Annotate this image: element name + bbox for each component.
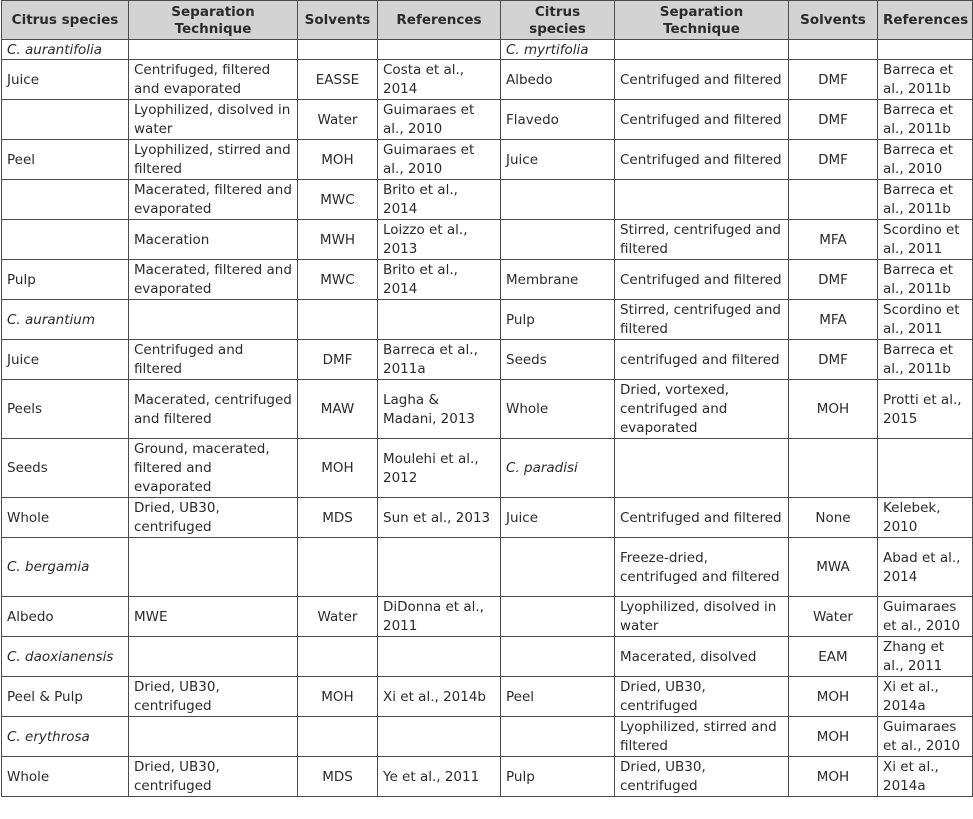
species-cell: Juice xyxy=(501,498,615,538)
species-cell: Seeds xyxy=(2,439,129,498)
solvent-cell: MWH xyxy=(298,220,378,260)
reference-cell: Ye et al., 2011 xyxy=(378,757,501,797)
table-row xyxy=(2,498,973,538)
technique-cell: Dried, UB30, centrifuged xyxy=(615,677,789,717)
species-cell xyxy=(501,717,615,757)
table-row xyxy=(2,40,973,60)
solvent-cell: MOH xyxy=(298,439,378,498)
table-row xyxy=(2,439,973,498)
reference-cell: Sun et al., 2013 xyxy=(378,498,501,538)
reference-cell: Costa et al., 2014 xyxy=(378,60,501,100)
species-cell: Albedo xyxy=(2,597,129,637)
technique-cell xyxy=(615,439,789,498)
reference-cell: Brito et al., 2014 xyxy=(378,180,501,220)
table-row xyxy=(2,260,973,300)
reference-cell: Xi et al., 2014a xyxy=(878,677,973,717)
solvent-cell: DMF xyxy=(789,260,878,300)
solvent-cell xyxy=(789,40,878,60)
species-cell: C. paradisi xyxy=(501,439,615,498)
table-row xyxy=(2,300,973,340)
species-cell: Pulp xyxy=(501,757,615,797)
species-cell xyxy=(2,100,129,140)
solvent-cell xyxy=(298,538,378,597)
species-cell: Peel & Pulp xyxy=(2,677,129,717)
citrus-extraction-table xyxy=(1,0,973,797)
reference-cell xyxy=(378,300,501,340)
solvent-cell: MWA xyxy=(789,538,878,597)
table-row xyxy=(2,180,973,220)
reference-cell: Zhang et al., 2011 xyxy=(878,637,973,677)
solvent-cell: DMF xyxy=(789,60,878,100)
reference-cell: Barreca et al., 2010 xyxy=(878,140,973,180)
species-cell xyxy=(501,220,615,260)
technique-cell: Stirred, centrifuged and filtered xyxy=(615,220,789,260)
solvent-cell: MOH xyxy=(789,757,878,797)
technique-cell: Lyophilized, stirred and filtered xyxy=(129,140,298,180)
technique-cell: Maceration xyxy=(129,220,298,260)
technique-cell: Centrifuged and filtered xyxy=(615,260,789,300)
solvent-cell: EASSE xyxy=(298,60,378,100)
technique-cell: Centrifuged and filtered xyxy=(129,340,298,380)
solvent-cell: MWC xyxy=(298,180,378,220)
header-row xyxy=(2,1,973,40)
species-cell: Membrane xyxy=(501,260,615,300)
technique-cell: Centrifuged, filtered and evaporated xyxy=(129,60,298,100)
technique-cell: Freeze-dried, centrifuged and filtered xyxy=(615,538,789,597)
technique-cell: Centrifuged and filtered xyxy=(615,498,789,538)
technique-cell: Centrifuged and filtered xyxy=(615,140,789,180)
species-cell: C. erythrosa xyxy=(2,717,129,757)
reference-cell: Guimaraes et al., 2010 xyxy=(378,140,501,180)
table-row xyxy=(2,140,973,180)
reference-cell: Barreca et al., 2011a xyxy=(378,340,501,380)
solvent-cell xyxy=(298,637,378,677)
solvent-cell: MOH xyxy=(789,677,878,717)
solvent-cell: MOH xyxy=(789,717,878,757)
species-cell: Pulp xyxy=(2,260,129,300)
species-cell xyxy=(2,220,129,260)
technique-cell: Lyophilized, disolved in water xyxy=(129,100,298,140)
technique-cell: Centrifuged and filtered xyxy=(615,100,789,140)
species-cell: C. daoxianensis xyxy=(2,637,129,677)
species-cell: Peel xyxy=(501,677,615,717)
reference-cell xyxy=(878,40,973,60)
species-cell: Seeds xyxy=(501,340,615,380)
technique-cell xyxy=(615,40,789,60)
technique-cell: Macerated, centrifuged and filtered xyxy=(129,380,298,439)
solvent-cell: Water xyxy=(298,597,378,637)
reference-cell: Scordino et al., 2011 xyxy=(878,300,973,340)
solvent-cell: DMF xyxy=(789,340,878,380)
technique-cell: Centrifuged and filtered xyxy=(615,60,789,100)
technique-cell xyxy=(129,717,298,757)
table-row xyxy=(2,677,973,717)
species-cell: C. aurantium xyxy=(2,300,129,340)
reference-cell: Abad et al., 2014 xyxy=(878,538,973,597)
reference-cell: Barreca et al., 2011b xyxy=(878,260,973,300)
technique-cell: MWE xyxy=(129,597,298,637)
reference-cell: Barreca et al., 2011b xyxy=(878,60,973,100)
reference-cell: DiDonna et al., 2011 xyxy=(378,597,501,637)
reference-cell: Guimaraes et al., 2010 xyxy=(378,100,501,140)
technique-cell xyxy=(129,637,298,677)
solvent-cell: Water xyxy=(298,100,378,140)
header-references: References xyxy=(378,1,501,40)
species-cell xyxy=(2,180,129,220)
table-row xyxy=(2,597,973,637)
solvent-cell: EAM xyxy=(789,637,878,677)
species-cell: C. bergamia xyxy=(2,538,129,597)
technique-cell xyxy=(129,538,298,597)
technique-cell: Macerated, filtered and evaporated xyxy=(129,180,298,220)
species-cell xyxy=(501,637,615,677)
reference-cell: Moulehi et al., 2012 xyxy=(378,439,501,498)
technique-cell xyxy=(129,40,298,60)
reference-cell xyxy=(378,40,501,60)
reference-cell: Xi et al., 2014a xyxy=(878,757,973,797)
solvent-cell: DMF xyxy=(789,100,878,140)
reference-cell: Loizzo et al., 2013 xyxy=(378,220,501,260)
table-row xyxy=(2,220,973,260)
species-cell: Flavedo xyxy=(501,100,615,140)
species-cell: Peel xyxy=(2,140,129,180)
reference-cell: Brito et al., 2014 xyxy=(378,260,501,300)
solvent-cell: MFA xyxy=(789,300,878,340)
reference-cell: Kelebek, 2010 xyxy=(878,498,973,538)
solvent-cell: MWC xyxy=(298,260,378,300)
species-cell: C. myrtifolia xyxy=(501,40,615,60)
technique-cell: Lyophilized, disolved in water xyxy=(615,597,789,637)
table-row xyxy=(2,637,973,677)
technique-cell: Macerated, filtered and evaporated xyxy=(129,260,298,300)
reference-cell xyxy=(378,637,501,677)
technique-cell: Dried, UB30, centrifuged xyxy=(615,757,789,797)
species-cell xyxy=(501,180,615,220)
reference-cell: Barreca et al., 2011b xyxy=(878,340,973,380)
header-solvents: Solvents xyxy=(789,1,878,40)
species-cell: Pulp xyxy=(501,300,615,340)
solvent-cell: MOH xyxy=(789,380,878,439)
solvent-cell: DMF xyxy=(789,140,878,180)
technique-cell: Ground, macerated, filtered and evaporated xyxy=(129,439,298,498)
table-row xyxy=(2,717,973,757)
header-references: References xyxy=(878,1,973,40)
technique-cell: Dried, UB30, centrifuged xyxy=(129,757,298,797)
reference-cell: Lagha & Madani, 2013 xyxy=(378,380,501,439)
species-cell: Whole xyxy=(2,498,129,538)
header-solvents: Solvents xyxy=(298,1,378,40)
technique-cell: Dried, UB30, centrifuged xyxy=(129,677,298,717)
technique-cell: centrifuged and filtered xyxy=(615,340,789,380)
reference-cell xyxy=(378,538,501,597)
species-cell: Whole xyxy=(2,757,129,797)
technique-cell: Dried, vortexed, centrifuged and evaporated xyxy=(615,380,789,439)
solvent-cell xyxy=(298,717,378,757)
reference-cell: Xi et al., 2014b xyxy=(378,677,501,717)
technique-cell: Macerated, disolved xyxy=(615,637,789,677)
species-cell: Juice xyxy=(2,340,129,380)
solvent-cell: DMF xyxy=(298,340,378,380)
table-row xyxy=(2,757,973,797)
species-cell: Whole xyxy=(501,380,615,439)
technique-cell xyxy=(615,180,789,220)
species-cell: Albedo xyxy=(501,60,615,100)
solvent-cell: MAW xyxy=(298,380,378,439)
solvent-cell: Water xyxy=(789,597,878,637)
table-row xyxy=(2,380,973,439)
header-citrus-species: Citrus species xyxy=(2,1,129,40)
table-row xyxy=(2,100,973,140)
solvent-cell xyxy=(789,439,878,498)
reference-cell: Guimaraes et al., 2010 xyxy=(878,717,973,757)
reference-cell: Guimaraes et al., 2010 xyxy=(878,597,973,637)
solvent-cell xyxy=(298,40,378,60)
solvent-cell xyxy=(789,180,878,220)
technique-cell: Stirred, centrifuged and filtered xyxy=(615,300,789,340)
solvent-cell: MFA xyxy=(789,220,878,260)
reference-cell: Barreca et al., 2011b xyxy=(878,180,973,220)
species-cell xyxy=(501,597,615,637)
solvent-cell xyxy=(298,300,378,340)
reference-cell: Barreca et al., 2011b xyxy=(878,100,973,140)
header-citrus-species: Citrus species xyxy=(501,1,615,40)
species-cell: Juice xyxy=(2,60,129,100)
species-cell xyxy=(501,538,615,597)
solvent-cell: MDS xyxy=(298,757,378,797)
header-separation-technique: Separation Technique xyxy=(615,1,789,40)
solvent-cell: None xyxy=(789,498,878,538)
reference-cell xyxy=(378,717,501,757)
technique-cell: Dried, UB30, centrifuged xyxy=(129,498,298,538)
table-row xyxy=(2,340,973,380)
species-cell: C. aurantifolia xyxy=(2,40,129,60)
solvent-cell: MDS xyxy=(298,498,378,538)
solvent-cell: MOH xyxy=(298,140,378,180)
reference-cell xyxy=(878,439,973,498)
species-cell: Peels xyxy=(2,380,129,439)
technique-cell xyxy=(129,300,298,340)
technique-cell: Lyophilized, stirred and filtered xyxy=(615,717,789,757)
table-row xyxy=(2,538,973,597)
header-separation-technique: Separation Technique xyxy=(129,1,298,40)
solvent-cell: MOH xyxy=(298,677,378,717)
reference-cell: Protti et al., 2015 xyxy=(878,380,973,439)
table-row xyxy=(2,60,973,100)
species-cell: Juice xyxy=(501,140,615,180)
reference-cell: Scordino et al., 2011 xyxy=(878,220,973,260)
